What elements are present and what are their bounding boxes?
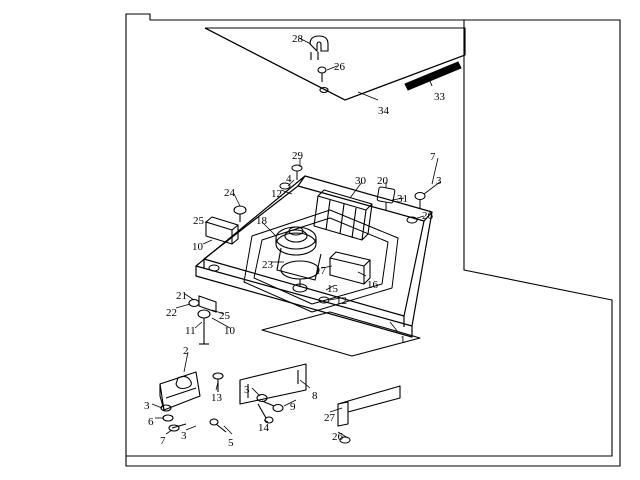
callout-number: 3: [436, 175, 442, 187]
callout-number: 21: [176, 290, 187, 302]
callout-number: 26: [422, 210, 433, 222]
callout-number: 4: [286, 173, 292, 185]
callout-number: 10: [192, 241, 203, 253]
callout-number: 3: [181, 430, 187, 442]
callout-number: 27: [324, 412, 335, 424]
callout-number: 23: [262, 259, 273, 271]
callout-number: 18: [256, 215, 267, 227]
callout-number: 12: [336, 295, 347, 307]
callout-number: 8: [312, 390, 318, 402]
callout-number: 7: [430, 151, 436, 163]
callout-number: 3: [244, 384, 250, 396]
callout-number: 33: [434, 91, 445, 103]
callout-number: 9: [290, 401, 296, 413]
callout-number: 6: [148, 416, 154, 428]
callout-number: 3: [144, 400, 150, 412]
callout-number: 14: [258, 422, 269, 434]
callout-number: 30: [355, 175, 366, 187]
callout-number: 16: [367, 279, 378, 291]
callout-number: 20: [377, 175, 388, 187]
callout-number: 26: [332, 431, 343, 443]
callout-number: 15: [327, 283, 338, 295]
callout-number: 7: [160, 435, 166, 447]
callout-number: 26: [334, 61, 345, 73]
callout-number: 28: [292, 33, 303, 45]
callout-number: 22: [166, 307, 177, 319]
callout-number: 12: [271, 188, 282, 200]
callout-number: 13: [211, 392, 222, 404]
callout-number: 25: [193, 215, 204, 227]
callout-number: 25: [219, 310, 230, 322]
callout-number: 2: [183, 345, 189, 357]
callout-number: 24: [224, 187, 235, 199]
callout-number: 1: [400, 334, 406, 346]
callout-number: 11: [185, 325, 196, 337]
callout-number: 29: [292, 150, 303, 162]
callout-number: 5: [228, 437, 234, 449]
callout-number: 10: [224, 325, 235, 337]
callout-number: 31: [397, 193, 408, 205]
callout-number: 34: [378, 105, 389, 117]
callout-number: 17: [315, 265, 326, 277]
